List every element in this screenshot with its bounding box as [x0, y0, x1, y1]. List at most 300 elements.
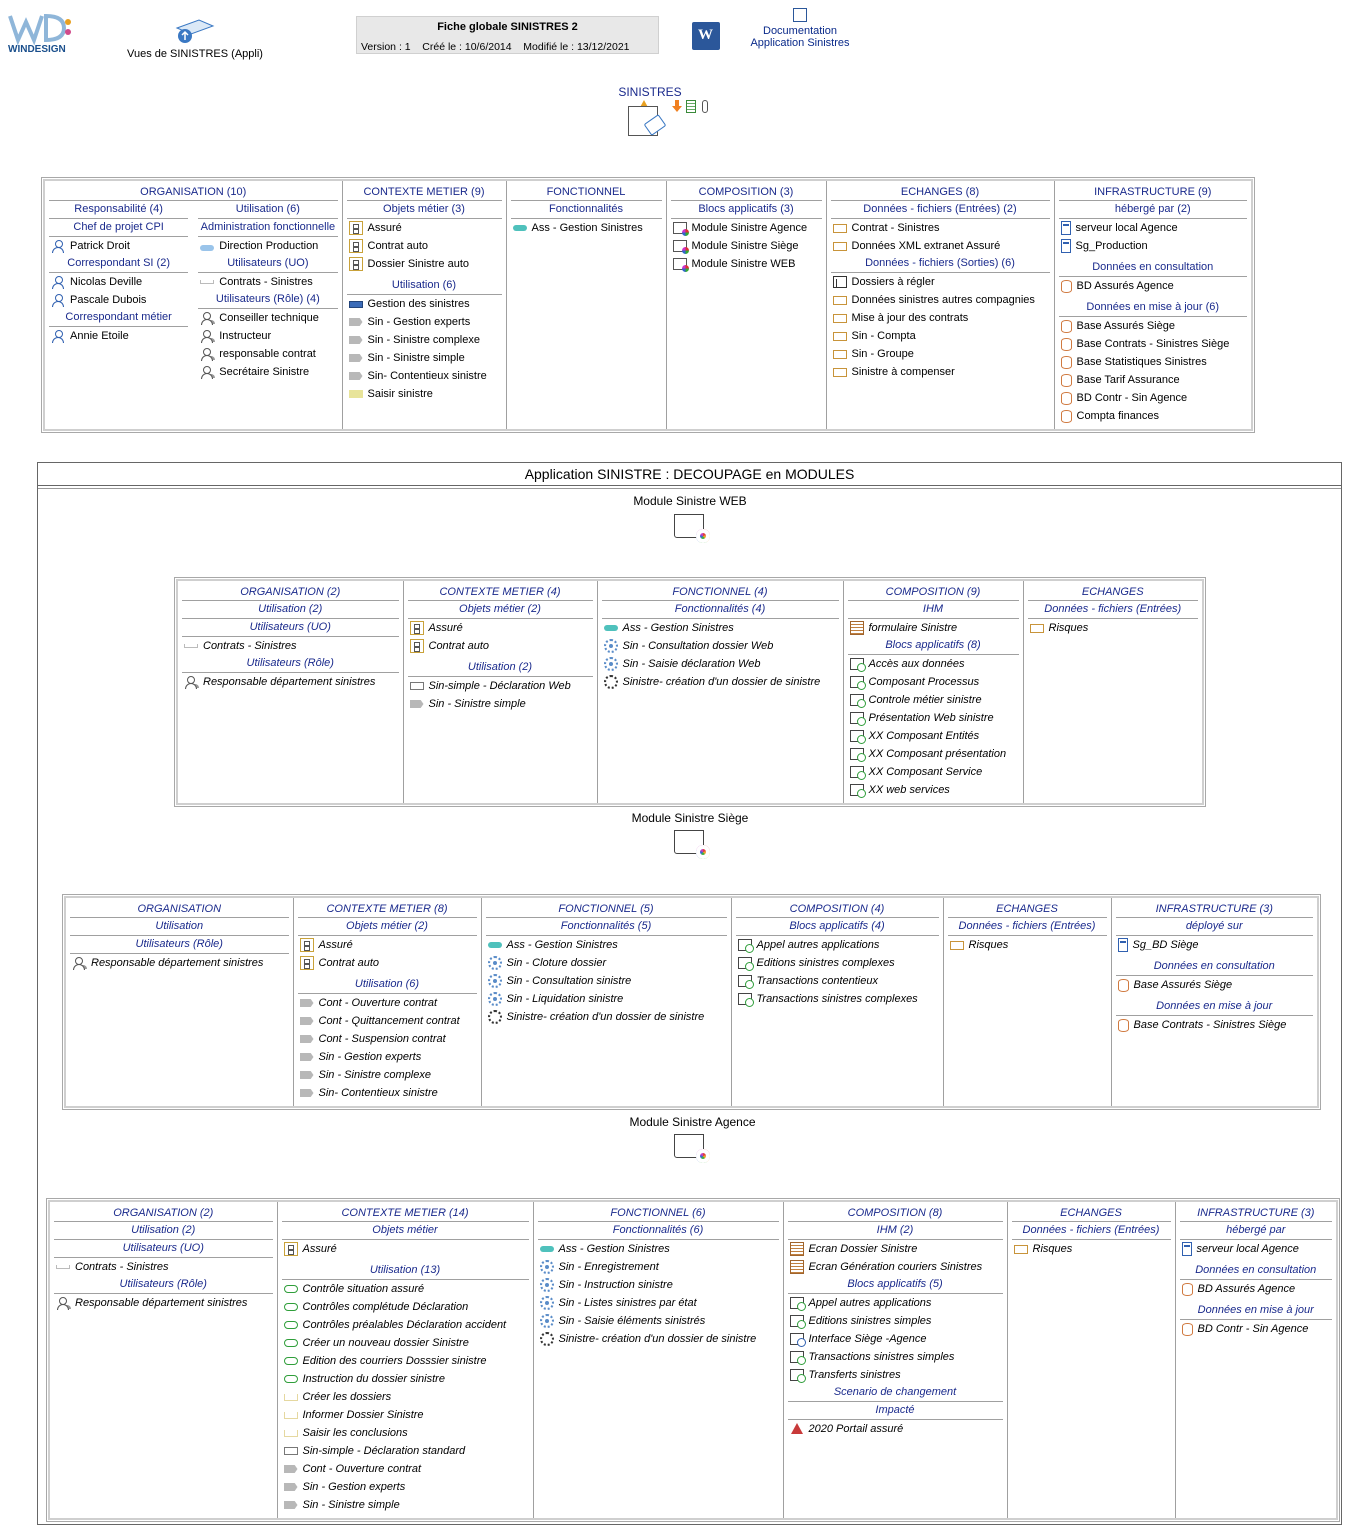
- org-unit-icon: [200, 245, 214, 251]
- business-object-icon: [410, 639, 424, 653]
- module-agence-table: [48, 1200, 1338, 1520]
- process-step-icon: [284, 1321, 298, 1329]
- section-header: IHM: [848, 601, 1019, 619]
- process-arrow-icon: [284, 1483, 298, 1491]
- item-label: BD Contr - Sin Agence: [1197, 1323, 1309, 1335]
- list-item[interactable]: [298, 1084, 477, 1102]
- database-icon: [1061, 392, 1072, 405]
- section-header: Objets métier: [282, 1222, 529, 1240]
- task-icon: [284, 1394, 298, 1401]
- list-item[interactable]: [182, 637, 399, 655]
- list-item[interactable]: [298, 954, 477, 972]
- list-item[interactable]: [282, 1370, 529, 1388]
- database-icon: [1182, 1323, 1193, 1336]
- col-title: FONCTIONNEL (5): [486, 901, 727, 918]
- list-item[interactable]: [347, 349, 502, 367]
- list-item[interactable]: [298, 1066, 477, 1084]
- list-item[interactable]: [298, 1048, 477, 1066]
- list-item[interactable]: [198, 273, 337, 291]
- item-label: Créer un nouveau dossier Sinistre: [302, 1337, 469, 1349]
- list-item[interactable]: [282, 1280, 529, 1298]
- list-item[interactable]: [408, 619, 593, 637]
- fiche-title: Fiche globale SINISTRES 2: [437, 21, 578, 33]
- module-agence-icon[interactable]: [674, 1134, 704, 1158]
- section-header: Blocs applicatifs (5): [788, 1276, 1003, 1294]
- list-item[interactable]: [408, 637, 593, 655]
- list-item[interactable]: [282, 1424, 529, 1442]
- database-icon: [1061, 410, 1072, 423]
- section-header: Fonctionnalités: [511, 201, 662, 219]
- process-arrow-icon: [349, 318, 363, 326]
- list-item[interactable]: [282, 1298, 529, 1316]
- process-step-icon: [284, 1357, 298, 1365]
- process-arrow-icon: [300, 1089, 314, 1097]
- database-icon: [1182, 1283, 1193, 1296]
- item-label: Mise à jour des contrats: [851, 312, 969, 324]
- list-item[interactable]: [538, 1240, 779, 1258]
- list-item[interactable]: [182, 673, 399, 691]
- list-item[interactable]: [1059, 237, 1248, 255]
- list-item[interactable]: [1059, 277, 1248, 295]
- item-label: Cont - Ouverture contrat: [318, 997, 438, 1009]
- documentation-link[interactable]: [740, 8, 860, 49]
- item-label: Module Sinistre Agence: [691, 222, 808, 234]
- item-label: Sin - Enregistrement: [558, 1261, 659, 1273]
- list-item[interactable]: [49, 237, 188, 255]
- gears-icon: [488, 956, 502, 970]
- section-header: Données en consultation: [1059, 259, 1248, 277]
- col-infrastructure: [1054, 180, 1252, 430]
- section-header: Utilisation (2): [182, 601, 399, 619]
- item-label: Controle métier sinistre: [868, 694, 982, 706]
- list-item[interactable]: [1116, 976, 1314, 994]
- item-label: Conseiller technique: [219, 312, 319, 324]
- list-item[interactable]: [831, 237, 1050, 255]
- item-label: Sin - Sinistre simple: [367, 352, 465, 364]
- item-label: Ass - Gestion Sinistres: [622, 622, 734, 634]
- function-icon: [513, 225, 527, 231]
- list-item[interactable]: [347, 313, 502, 331]
- list-item[interactable]: [831, 219, 1050, 237]
- item-label: Sin - Sinistre complexe: [367, 334, 480, 346]
- col-title: COMPOSITION (9): [848, 584, 1019, 601]
- form-icon: [850, 621, 864, 635]
- process-arrow-icon: [410, 700, 424, 708]
- list-item[interactable]: [602, 637, 839, 655]
- users-role-icon: [200, 329, 214, 343]
- item-label: Base Assurés Siège: [1076, 320, 1175, 332]
- item-label: BD Assurés Agence: [1076, 280, 1174, 292]
- list-item[interactable]: [736, 972, 939, 990]
- item-label: Sin - Consultation sinistre: [506, 975, 632, 987]
- item-label: Contrats - Sinistres: [219, 276, 313, 288]
- list-item[interactable]: [198, 309, 337, 327]
- section-header: Utilisation (13): [282, 1262, 529, 1280]
- item-label: Base Contrats - Sinistres Siège: [1133, 1019, 1287, 1031]
- list-item[interactable]: [671, 255, 822, 273]
- list-item[interactable]: [198, 363, 337, 381]
- section-header: Données en mise à jour: [1180, 1302, 1333, 1320]
- process-step-icon: [284, 1285, 298, 1293]
- list-item[interactable]: [538, 1330, 779, 1348]
- section-header: Utilisation (6): [347, 277, 502, 295]
- function-icon: [540, 1246, 554, 1252]
- list-item[interactable]: [831, 273, 1050, 291]
- word-document-icon[interactable]: [692, 22, 720, 50]
- col-title: FONCTIONNEL (6): [538, 1205, 779, 1222]
- application-title[interactable]: SINISTRES: [618, 85, 682, 99]
- list-item[interactable]: [486, 936, 727, 954]
- list-item[interactable]: [1116, 936, 1314, 954]
- process-arrow-icon: [349, 354, 363, 362]
- list-item[interactable]: [1059, 335, 1248, 353]
- col-title: ECHANGES: [1028, 584, 1199, 601]
- business-object-icon: [284, 1242, 298, 1256]
- server-icon: [1118, 938, 1128, 952]
- list-item[interactable]: [602, 673, 839, 691]
- list-item[interactable]: [282, 1334, 529, 1352]
- item-label: Sin - Sinistre simple: [428, 698, 526, 710]
- list-item[interactable]: [298, 994, 477, 1012]
- list-item[interactable]: [1059, 353, 1248, 371]
- item-label: serveur local Agence: [1196, 1243, 1299, 1255]
- list-item[interactable]: [848, 673, 1019, 691]
- function-icon: [604, 625, 618, 631]
- list-item[interactable]: [736, 936, 939, 954]
- col-title: ORGANISATION (10): [49, 184, 338, 201]
- list-item[interactable]: [1059, 219, 1248, 237]
- task-icon: [349, 390, 363, 398]
- list-item[interactable]: [1059, 389, 1248, 407]
- list-item[interactable]: [848, 781, 1019, 799]
- list-item[interactable]: [347, 385, 502, 403]
- clipboard-icon: [686, 100, 696, 113]
- item-label: Sin - Gestion experts: [367, 316, 471, 328]
- item-label: Ass - Gestion Sinistres: [506, 939, 618, 951]
- col-title: FONCTIONNEL: [511, 184, 662, 201]
- section-header: Données en consultation: [1180, 1262, 1333, 1280]
- col-title: COMPOSITION (4): [736, 901, 939, 918]
- section-header: Utilisateurs (Rôle): [70, 936, 289, 954]
- list-item[interactable]: [538, 1258, 779, 1276]
- list-item[interactable]: [1180, 1240, 1333, 1258]
- list-item[interactable]: [848, 691, 1019, 709]
- col-title: COMPOSITION (8): [788, 1205, 1003, 1222]
- component-icon: [790, 1297, 804, 1309]
- list-item[interactable]: [198, 345, 337, 363]
- list-item[interactable]: [347, 219, 502, 237]
- list-item[interactable]: [848, 619, 1019, 637]
- list-item[interactable]: [282, 1352, 529, 1370]
- list-item[interactable]: [1059, 371, 1248, 389]
- item-label: Transactions sinistres simples: [808, 1351, 955, 1363]
- module-siege-label[interactable]: Module Sinistre Siège: [631, 811, 749, 825]
- item-label: Contrats - Sinistres: [203, 640, 297, 652]
- item-label: Assuré: [428, 622, 463, 634]
- list-item[interactable]: [347, 237, 502, 255]
- list-item[interactable]: [1059, 407, 1248, 425]
- process-step-icon: [284, 1339, 298, 1347]
- module-column: [293, 897, 481, 1107]
- section-header: IHM (2): [788, 1222, 1003, 1240]
- item-label: serveur local Agence: [1075, 222, 1178, 234]
- list-item[interactable]: [298, 1012, 477, 1030]
- process-arrow-icon: [349, 336, 363, 344]
- file-icon: [833, 276, 847, 288]
- section-header: Blocs applicatifs (4): [736, 918, 939, 936]
- module-column: [943, 897, 1111, 1107]
- list-item[interactable]: [511, 219, 662, 237]
- organisation-right: [198, 201, 337, 381]
- list-item[interactable]: [671, 237, 822, 255]
- item-label: Composant Processus: [868, 676, 980, 688]
- list-item[interactable]: [282, 1460, 529, 1478]
- list-item[interactable]: [671, 219, 822, 237]
- item-label: Sin - Liquidation sinistre: [506, 993, 624, 1005]
- module-column: [403, 580, 597, 804]
- col-title: CONTEXTE METIER (9): [347, 184, 502, 201]
- col-title: INFRASTRUCTURE (9): [1059, 184, 1248, 201]
- item-label: Cont - Quittancement contrat: [318, 1015, 460, 1027]
- user-icon: [51, 293, 65, 307]
- list-item[interactable]: [347, 295, 502, 313]
- list-item[interactable]: [538, 1294, 779, 1312]
- doc-line1: Documentation: [763, 25, 837, 37]
- module-column: [1023, 580, 1203, 804]
- section-header: Données en consultation: [1116, 958, 1314, 976]
- list-item[interactable]: [788, 1258, 1003, 1276]
- list-item[interactable]: [788, 1366, 1003, 1384]
- item-label: Assuré: [302, 1243, 337, 1255]
- list-item[interactable]: [282, 1442, 529, 1460]
- list-item[interactable]: [831, 345, 1050, 363]
- windesign-logo: [6, 10, 72, 60]
- gears-icon: [604, 657, 618, 671]
- user-icon: [51, 275, 65, 289]
- section-header: Objets métier (2): [298, 918, 477, 936]
- item-label: Assuré: [318, 939, 353, 951]
- list-item[interactable]: [347, 255, 502, 273]
- list-item[interactable]: [486, 1008, 727, 1026]
- list-item[interactable]: [486, 954, 727, 972]
- database-icon: [1061, 338, 1072, 351]
- business-object-icon: [349, 221, 363, 235]
- col-title: INFRASTRUCTURE (3): [1180, 1205, 1333, 1222]
- process-arrow-icon: [300, 999, 314, 1007]
- item-label: Sin - Listes sinistres par état: [558, 1297, 697, 1309]
- module-column: [731, 897, 943, 1107]
- section-header: Utilisation (6): [198, 201, 337, 219]
- item-label: Annie Etoile: [70, 330, 129, 342]
- section-header: Responsabilité (4): [49, 201, 188, 219]
- list-item[interactable]: [602, 655, 839, 673]
- component-icon: [850, 694, 864, 706]
- list-item[interactable]: [408, 677, 593, 695]
- doc-line2: Application Sinistres: [750, 37, 850, 49]
- item-label: Cont - Ouverture contrat: [302, 1463, 422, 1475]
- list-item[interactable]: [1180, 1280, 1333, 1298]
- section-header: Correspondant métier: [49, 309, 188, 327]
- users-role-icon: [56, 1296, 70, 1310]
- list-item[interactable]: [49, 327, 188, 345]
- item-label: Responsable département sinistres: [203, 676, 376, 688]
- gear-icon: [540, 1332, 554, 1346]
- list-item[interactable]: [831, 309, 1050, 327]
- item-label: Transactions contentieux: [756, 975, 878, 987]
- item-label: Contrat auto: [318, 957, 380, 969]
- list-item[interactable]: [831, 291, 1050, 309]
- module-column: [65, 897, 293, 1107]
- module-web-icon[interactable]: [674, 514, 704, 538]
- list-item[interactable]: [1012, 1240, 1171, 1258]
- item-label: XX Composant présentation: [868, 748, 1007, 760]
- business-object-icon: [300, 956, 314, 970]
- list-item[interactable]: [298, 936, 477, 954]
- list-item[interactable]: [848, 745, 1019, 763]
- list-item[interactable]: [1180, 1320, 1333, 1338]
- col-title: ORGANISATION (2): [54, 1205, 273, 1222]
- module-agence-label[interactable]: Module Sinistre Agence: [629, 1115, 756, 1129]
- module-icon: [673, 240, 687, 252]
- document-icon: [793, 8, 807, 22]
- component-icon: [738, 993, 752, 1005]
- gears-icon: [540, 1314, 554, 1328]
- process-arrow-icon: [284, 1501, 298, 1509]
- list-item[interactable]: [736, 990, 939, 1008]
- list-item[interactable]: [486, 972, 727, 990]
- server-icon: [1182, 1242, 1192, 1256]
- item-label: Créer les dossiers: [302, 1391, 392, 1403]
- list-item[interactable]: [49, 273, 188, 291]
- section-header: Fonctionnalités (4): [602, 601, 839, 619]
- component-icon: [790, 1369, 804, 1381]
- list-item[interactable]: [282, 1478, 529, 1496]
- list-item[interactable]: [1059, 317, 1248, 335]
- list-item[interactable]: [486, 990, 727, 1008]
- item-label: Sinistre à compenser: [851, 366, 955, 378]
- views-link[interactable]: [110, 18, 280, 64]
- item-label: Secrétaire Sinistre: [219, 366, 310, 378]
- database-icon: [1061, 280, 1072, 293]
- list-item[interactable]: [788, 1348, 1003, 1366]
- list-item[interactable]: [347, 367, 502, 385]
- list-item[interactable]: [848, 709, 1019, 727]
- section-header: Scenario de changement: [788, 1384, 1003, 1402]
- item-label: Sinistre- création d'un dossier de sinistre: [558, 1333, 757, 1345]
- item-label: Risques: [1048, 622, 1089, 634]
- module-column: [177, 580, 403, 804]
- list-item[interactable]: [538, 1276, 779, 1294]
- list-item[interactable]: [282, 1496, 529, 1514]
- list-item[interactable]: [848, 763, 1019, 781]
- col-fonctionnel: [506, 180, 666, 430]
- item-label: Ecran Génération couriers Sinistres: [808, 1261, 983, 1273]
- function-icon: [488, 942, 502, 948]
- section-header: Données - fichiers (Sorties) (6): [831, 255, 1050, 273]
- item-label: Direction Production: [219, 240, 319, 252]
- module-column: [1175, 1201, 1337, 1519]
- views-label: Vues de SINISTRES (Appli): [127, 48, 263, 60]
- database-icon: [1061, 356, 1072, 369]
- list-item[interactable]: [848, 655, 1019, 673]
- list-item[interactable]: [54, 1258, 273, 1276]
- item-label: Contrats - Sinistres: [75, 1261, 169, 1273]
- module-web-label[interactable]: Module Sinistre WEB: [633, 494, 747, 508]
- list-item[interactable]: [602, 619, 839, 637]
- section-header: Fonctionnalités (6): [538, 1222, 779, 1240]
- list-item[interactable]: [736, 954, 939, 972]
- business-object-icon: [349, 239, 363, 253]
- col-title: ECHANGES (8): [831, 184, 1050, 201]
- item-label: Base Contrats - Sinistres Siège: [1076, 338, 1230, 350]
- item-label: Editions sinistres complexes: [756, 957, 895, 969]
- list-item[interactable]: [788, 1330, 1003, 1348]
- item-label: Contrat auto: [428, 640, 490, 652]
- list-item[interactable]: [49, 291, 188, 309]
- list-item[interactable]: [198, 237, 337, 255]
- module-siege-icon[interactable]: [674, 830, 704, 854]
- item-label: Compta finances: [1076, 410, 1160, 422]
- list-item[interactable]: [848, 727, 1019, 745]
- list-item[interactable]: [1116, 1016, 1314, 1034]
- list-item[interactable]: [282, 1316, 529, 1334]
- component-icon: [850, 712, 864, 724]
- application-icon[interactable]: [626, 100, 716, 142]
- file-icon: [950, 941, 964, 950]
- business-object-icon: [349, 257, 363, 271]
- item-label: Gestion des sinistres: [367, 298, 470, 310]
- process-arrow-icon: [300, 1035, 314, 1043]
- list-item[interactable]: [54, 1294, 273, 1312]
- list-item[interactable]: [298, 1030, 477, 1048]
- list-item[interactable]: [788, 1312, 1003, 1330]
- list-item[interactable]: [788, 1294, 1003, 1312]
- item-label: Transactions sinistres complexes: [756, 993, 918, 1005]
- list-item[interactable]: [1028, 619, 1199, 637]
- section-header: Utilisateurs (UO): [182, 619, 399, 637]
- list-item[interactable]: [282, 1406, 529, 1424]
- list-item[interactable]: [538, 1312, 779, 1330]
- item-label: Responsable département sinistres: [75, 1297, 248, 1309]
- list-item[interactable]: [948, 936, 1107, 954]
- list-item[interactable]: [282, 1240, 529, 1258]
- col-title: FONCTIONNEL (4): [602, 584, 839, 601]
- form-icon: [790, 1260, 804, 1274]
- list-item[interactable]: [408, 695, 593, 713]
- item-label: Sin - Sinistre complexe: [318, 1069, 431, 1081]
- item-label: XX web services: [868, 784, 950, 796]
- item-label: Saisir sinistre: [367, 388, 433, 400]
- list-item[interactable]: [347, 331, 502, 349]
- file-icon: [1030, 624, 1044, 633]
- item-label: Edition des courriers Dosssier sinistre: [302, 1355, 487, 1367]
- list-item[interactable]: [788, 1240, 1003, 1258]
- item-label: Sin- Contentieux sinistre: [367, 370, 487, 382]
- component-icon: [850, 730, 864, 742]
- module-column: [49, 1201, 277, 1519]
- list-item[interactable]: [831, 363, 1050, 381]
- list-item[interactable]: [282, 1388, 529, 1406]
- users-role-icon: [72, 956, 86, 970]
- business-object-icon: [300, 938, 314, 952]
- component-icon: [738, 957, 752, 969]
- process-arrow-icon: [300, 1017, 314, 1025]
- col-echanges: [826, 180, 1054, 430]
- list-item[interactable]: [831, 327, 1050, 345]
- list-item[interactable]: [70, 954, 289, 972]
- list-item[interactable]: [788, 1420, 1003, 1438]
- list-item[interactable]: [198, 327, 337, 345]
